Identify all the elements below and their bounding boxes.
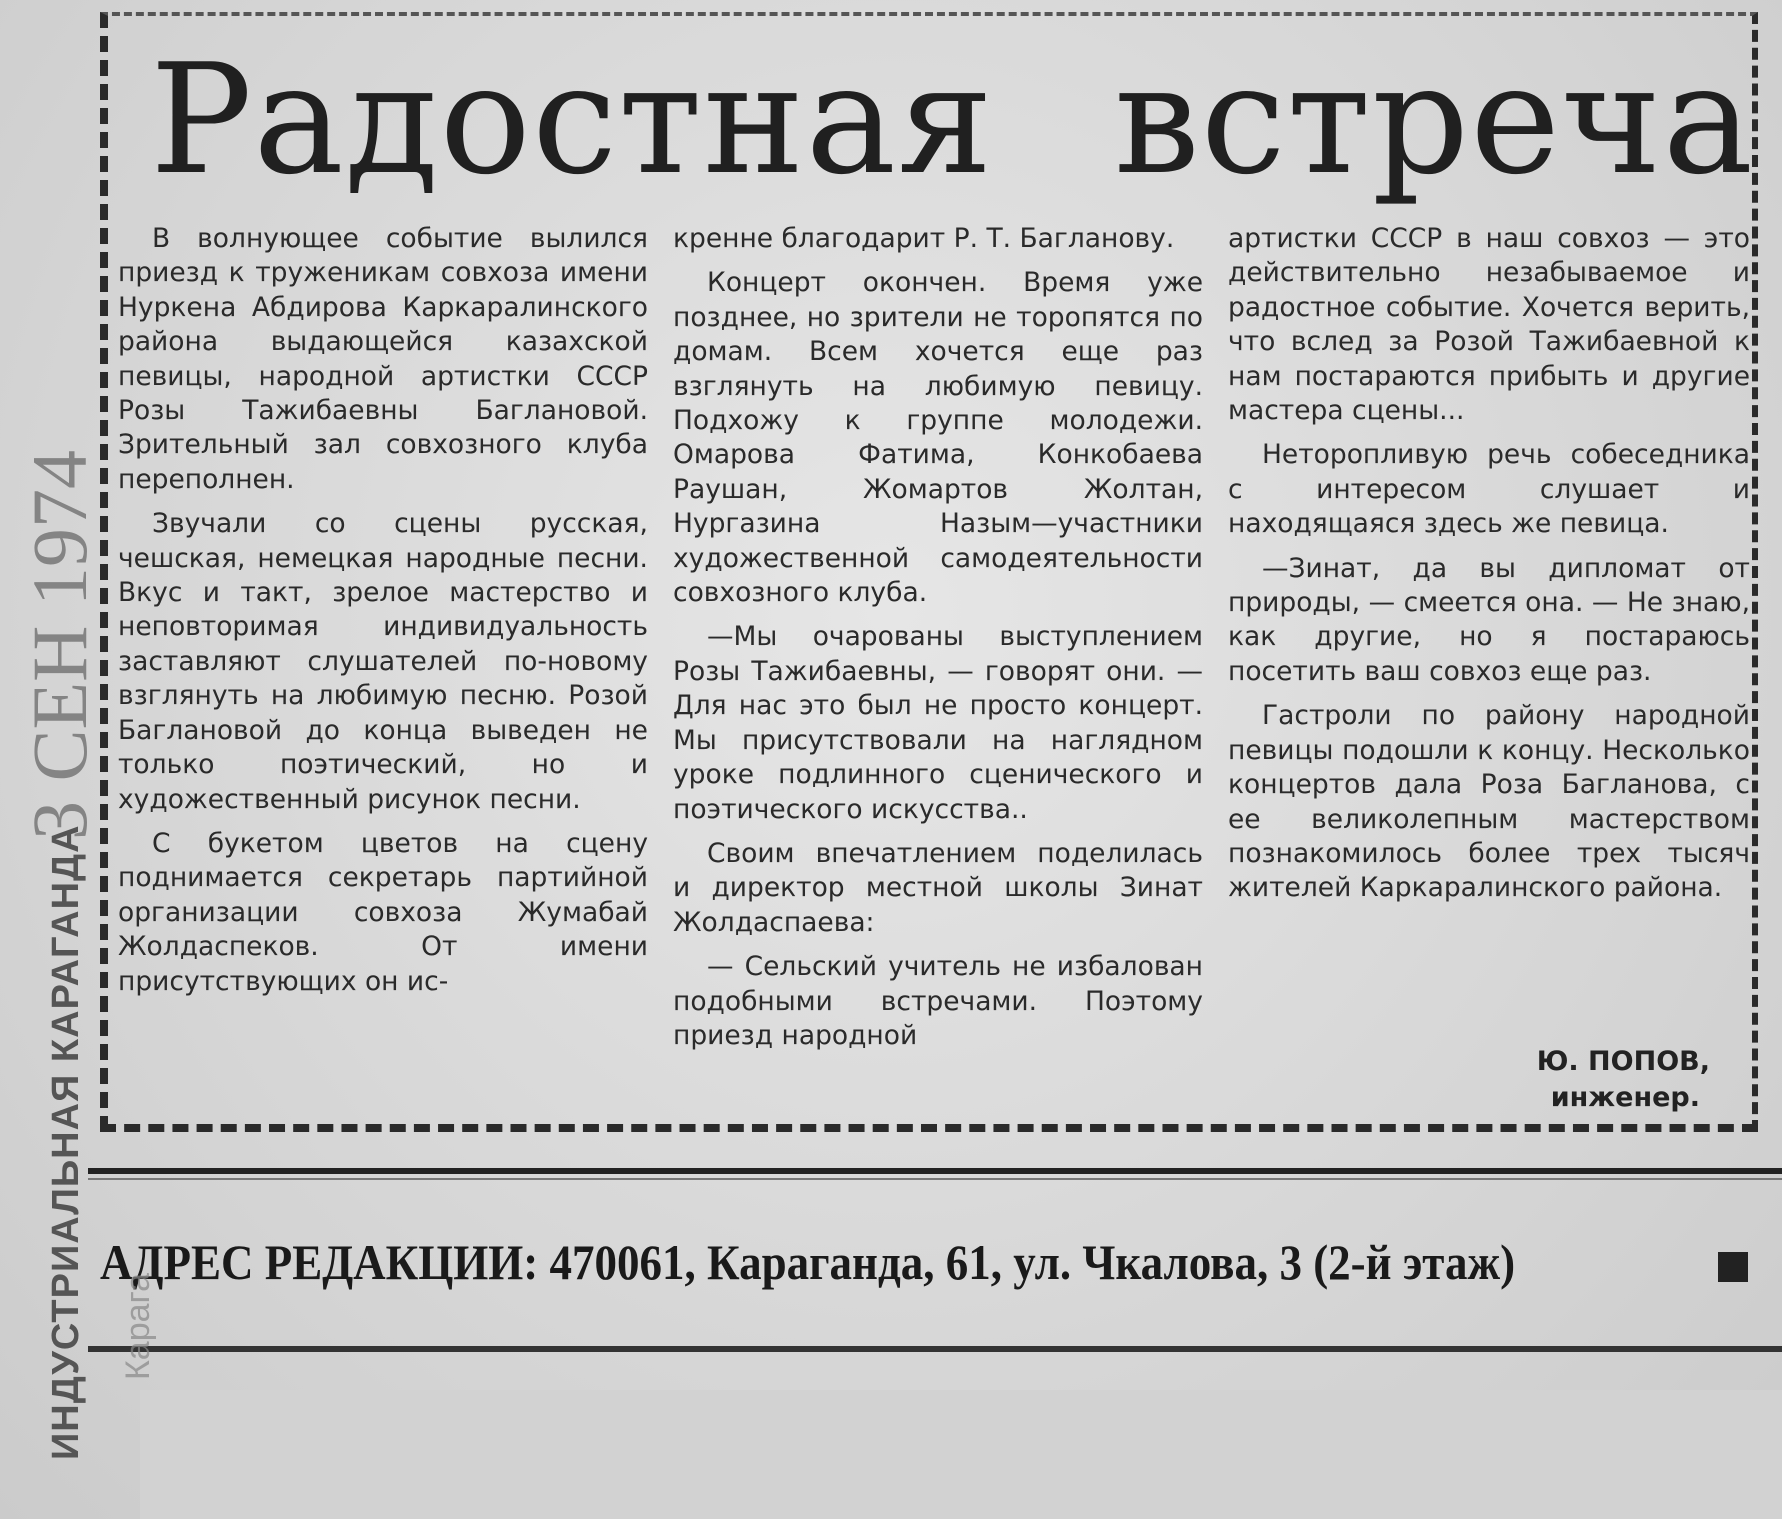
newspaper-name-spine xyxy=(44,824,87,1461)
author-name: Ю. ПОПОВ, xyxy=(1536,1046,1710,1077)
date-stamp-text: 3 СЕН 1974 xyxy=(16,450,103,840)
article-column-3 xyxy=(1228,222,1750,906)
paragraph: Неторопливую речь собеседника с интересом слушает и находящаяся здесь же певица. xyxy=(1228,439,1750,540)
paragraph: Концерт окончен. Время уже позднее, но зрители не торопятся по домам. Всем хочется еще раз взглянуть на любимую певицу. Подхожу к группе молодежи. Омарова Фатима, Конкобаева Раушан, Жомартов Жолтан, Нургазина Назым—участники художественной самодеятельности совхозного клуба. xyxy=(673,267,1203,609)
faded-spine xyxy=(118,1272,157,1381)
author-title: инженер. xyxy=(1550,1082,1700,1113)
paragraph: кренне благодарит Р. Т. Багланову. xyxy=(673,223,1175,254)
headline xyxy=(150,30,1755,210)
paragraph: С букетом цветов на сцену поднимается секретарь партийной организации совхоза Жумабай Жолдаспеков. От имени присутствующих он ис- xyxy=(118,827,648,997)
paragraph: артистки СССР в наш совхоз — это действительно незабываемое и радостное событие. Хочется верить, что вслед за Розой Тажибаевной к нам постараются прибыть и другие мастера сцены... xyxy=(1228,223,1750,427)
date-stamp xyxy=(16,450,103,841)
divider-rule xyxy=(88,1168,1782,1174)
editorial-address: АДРЕС РЕДАКЦИИ: 470061, Караганда, 61, ул. Чкалова, 3 (2-й этаж) xyxy=(100,1234,1516,1290)
headline-word-2: встреча xyxy=(1114,31,1755,208)
backing-paper xyxy=(140,1390,1782,1519)
faded-spine-text: Карага xyxy=(119,1272,157,1380)
paragraph: —Зинат, да вы дипломат от природы, — смеется она. — Не знаю, как другие, но я постараюсь посетить ваш совхоз еще раз. xyxy=(1228,552,1750,687)
byline xyxy=(1228,1044,1750,1116)
paragraph: Звучали со сцены русская, чешская, немецкая народные песни. Вкус и такт, зрелое мастерство и неповторимая индивидуальность заставляют слушателей по-новому взглянуть на любимую песню. Розой Баглановой до конца выведен не только поэтический, но и художественный рисунок песни. xyxy=(118,508,648,815)
headline-word-1: Радостная xyxy=(150,31,995,208)
paragraph: — Сельский учитель не избалован подобными встречами. Поэтому приезд народной xyxy=(673,951,1203,1051)
paragraph: Гастроли по району народной певицы подошли к концу. Несколько концертов дала Роза Багланова, с ее великолепным мастерством познакомилось более трех тысяч жителей Каркаралинского района. xyxy=(1228,700,1750,904)
newspaper-name: ИНДУСТРИАЛЬНАЯ КАРАГАНДА xyxy=(45,824,87,1460)
divider-rule-bottom xyxy=(88,1346,1782,1352)
article-column-2 xyxy=(673,222,1203,1053)
divider-rule-thin xyxy=(88,1178,1782,1180)
paragraph: В волнующее событие вылился приезд к труженикам совхоза имени Нуркена Абдирова Каркаралинского района выдающейся казахской певицы, народной артистки СССР Розы Тажибаевны Баглановой. Зрительный зал совхозного клуба переполнен. xyxy=(118,223,648,495)
paragraph: Своим впечатлением поделилась и директор местной школы Зинат Жолдаспаева: xyxy=(673,837,1203,938)
end-mark xyxy=(1718,1252,1748,1282)
paragraph: —Мы очарованы выступлением Розы Тажибаевны, — говорят они. — Для нас это был не просто концерт. Мы присутствовали на наглядном уроке подлинного сценического и поэтического искусства.. xyxy=(673,621,1203,825)
article-column-1 xyxy=(118,222,648,999)
